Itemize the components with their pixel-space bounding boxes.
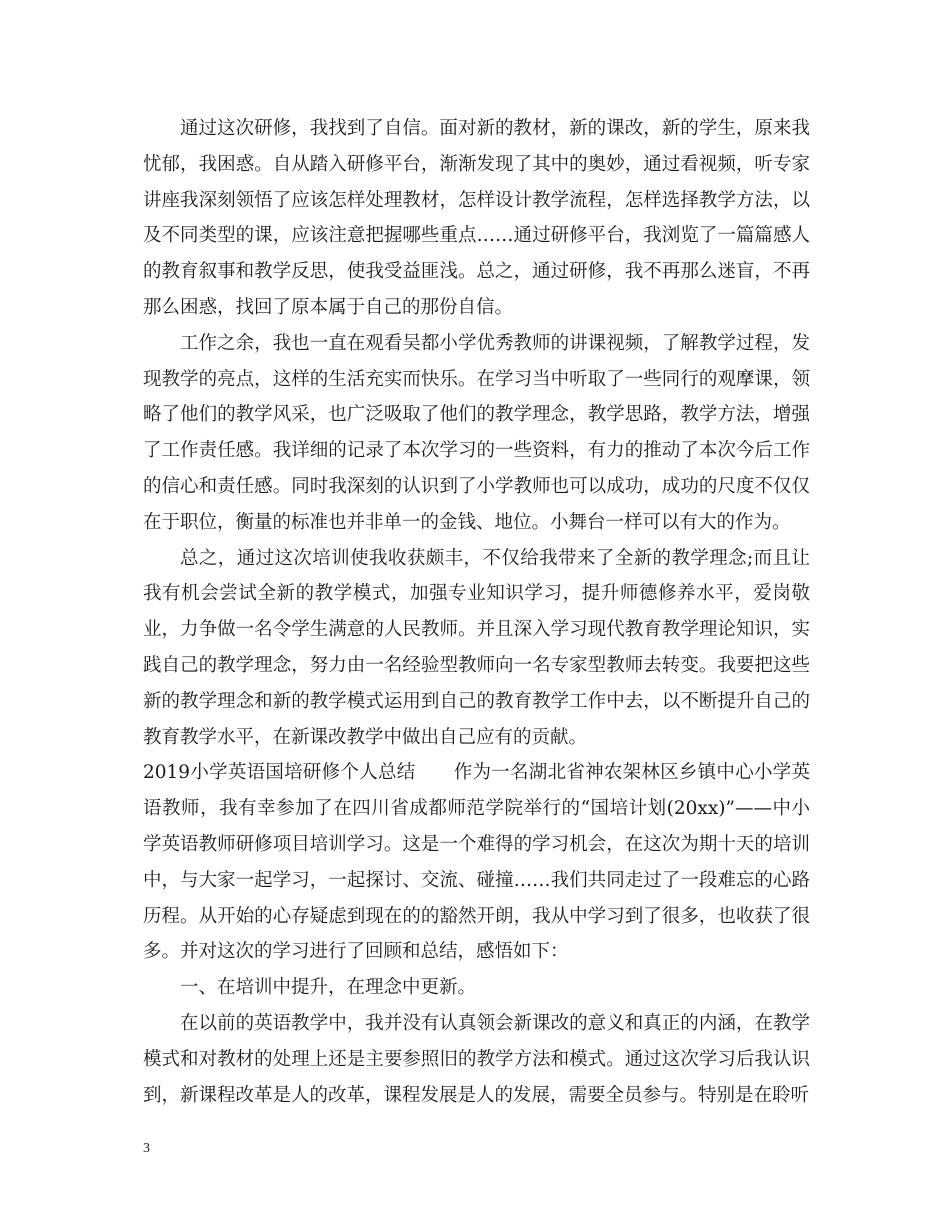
section-intro-paragraph [143, 755, 810, 970]
section-heading: 一、在培训中提升，在理念中更新。 [180, 977, 477, 999]
body-paragraph: 工作之余，我也一直在观看吴都小学优秀教师的讲课视频，了解教学过程，发现教学的亮点，这样的生活充实而快乐。在学习当中听取了一些同行的观摩课，领略了他们的教学风采，也广泛吸取了他们的教学理念，教学思路，教学方法，增强了工作责任感。我详细的记录了本次学习的一些资料，有力的推动了本次今后工作的信心和责任感。同时我深刻的认识到了小学教师也可以成功，成功的尺度不仅仅在于职位，衡量的标准也并非单一的金钱、地位。小舞台一样可以有大的作为。 [143, 332, 810, 533]
section-intro-text: 作为一名湖北省神农架林区乡镇中心小学英语教师，我有幸参加了在四川省成都师范学院举行的“国培计划(20xx)”——中小学英语教师研修项目培训学习。这是一个难得的学习机会，在这次为期十天的培训中，与大家一起学习，一起探讨、交流、碰撞……我们共同走过了一段难忘的心路历程。从开始的心存疑虑到现在的的豁然开朗，我从中学习到了很多，也收获了很多。并对这次的学习进行了回顾和总结，感悟如下： [143, 762, 810, 963]
section-title: 2019小学英语国培研修个人总结 [143, 762, 416, 784]
body-paragraph: 在以前的英语教学中，我并没有认真领会新课改的意义和真正的内涵，在教学模式和对教材的处理上还是主要参照旧的教学方法和模式。通过这次学习后我认识到，新课程改革是人的改革，课程发展是人的发展，需要全员参与。特别是在聆听 [143, 1012, 810, 1106]
body-paragraph: 总之，通过这次培训使我收获颇丰，不仅给我带来了全新的教学理念;而且让我有机会尝试全新的教学模式，加强专业知识学习，提升师德修养水平，爱岗敬业，力争做一名令学生满意的人民教师。并且深入学习现代教育教学理论知识，实践自己的教学理念，努力由一名经验型教师向一名专家型教师去转变。我要把这些新的教学理念和新的教学模式运用到自己的教育教学工作中去，以不断提升自己的教育教学水平，在新课改教学中做出自己应有的贡献。 [143, 547, 810, 748]
page-number: 3 [143, 1141, 150, 1156]
body-paragraph: 通过这次研修，我找到了自信。面对新的教材，新的课改，新的学生，原来我忧郁，我困惑。自从踏入研修平台，渐渐发现了其中的奥妙，通过看视频，听专家讲座我深刻领悟了应该怎样处理教材，怎样设计教学流程，怎样选择教学方法，以及不同类型的课，应该注意把握哪些重点……通过研修平台，我浏览了一篇篇感人的教育叙事和教学反思，使我受益匪浅。总之，通过研修，我不再那么迷盲，不再那么困惑，找回了原本属于自己的那份自信。 [143, 118, 810, 318]
document-body [143, 111, 810, 1113]
